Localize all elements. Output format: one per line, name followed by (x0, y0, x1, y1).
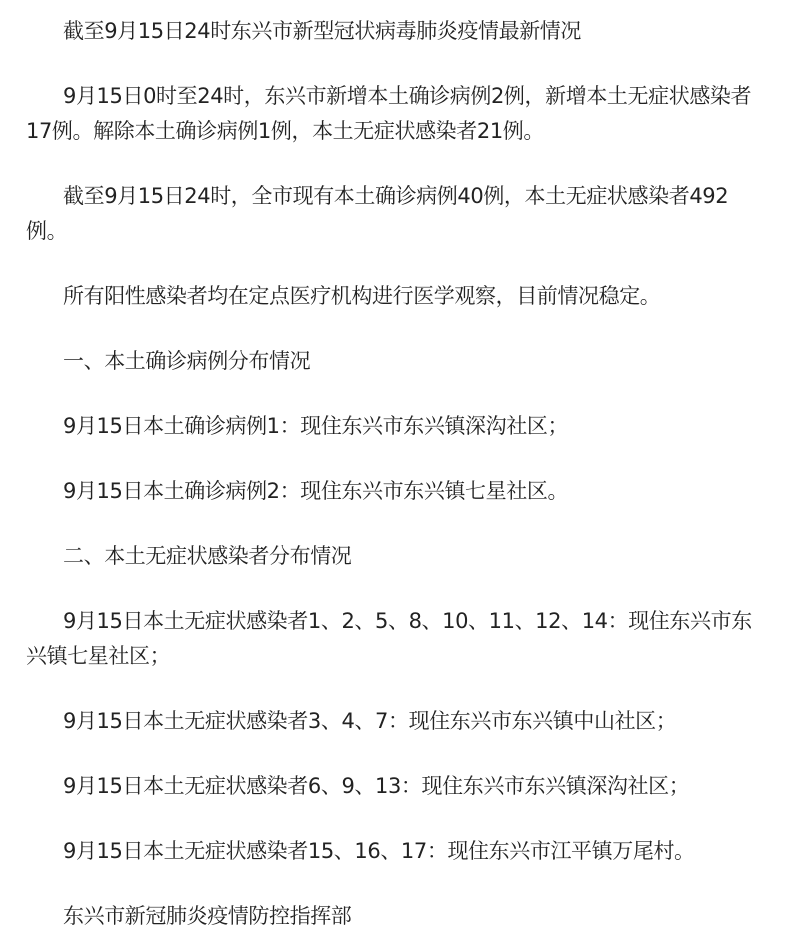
section-heading-asymptomatic: 二、本土无症状感染者分布情况 (63, 544, 352, 568)
signature: 东兴市新冠肺炎疫情防控指挥部 (63, 904, 352, 928)
asymptomatic-group-wanwei: 9月15日本土无症状感染者15、16、17：现住东兴市江平镇万尾村。 (63, 839, 695, 863)
paragraph-current-totals: 截至9月15日24时，全市现有本土确诊病例40例，本土无症状感染者492例。 (26, 184, 729, 243)
paragraph-new-cases: 9月15日0时至24时，东兴市新增本土确诊病例2例，新增本土无症状感染者17例。解除本土确诊病例1例，本土无症状感染者21例。 (26, 84, 752, 143)
asymptomatic-group-shengou: 9月15日本土无症状感染者6、9、13：现住东兴市东兴镇深沟社区； (63, 774, 690, 798)
confirmed-case-2: 9月15日本土确诊病例2：现住东兴市东兴镇七星社区。 (63, 479, 569, 503)
paragraph-status: 所有阳性感染者均在定点医疗机构进行医学观察，目前情况稳定。 (63, 284, 661, 308)
confirmed-case-1: 9月15日本土确诊病例1：现住东兴市东兴镇深沟社区； (63, 414, 569, 438)
asymptomatic-group-zhongshan: 9月15日本土无症状感染者3、4、7：现住东兴市东兴镇中山社区； (63, 709, 677, 733)
notice-title: 截至9月15日24时东兴市新型冠状病毒肺炎疫情最新情况 (63, 19, 582, 43)
section-heading-confirmed: 一、本土确诊病例分布情况 (63, 349, 311, 373)
asymptomatic-group-qixing: 9月15日本土无症状感染者1、2、5、8、10、11、12、14：现住东兴市东兴镇七星社区； (26, 609, 752, 668)
